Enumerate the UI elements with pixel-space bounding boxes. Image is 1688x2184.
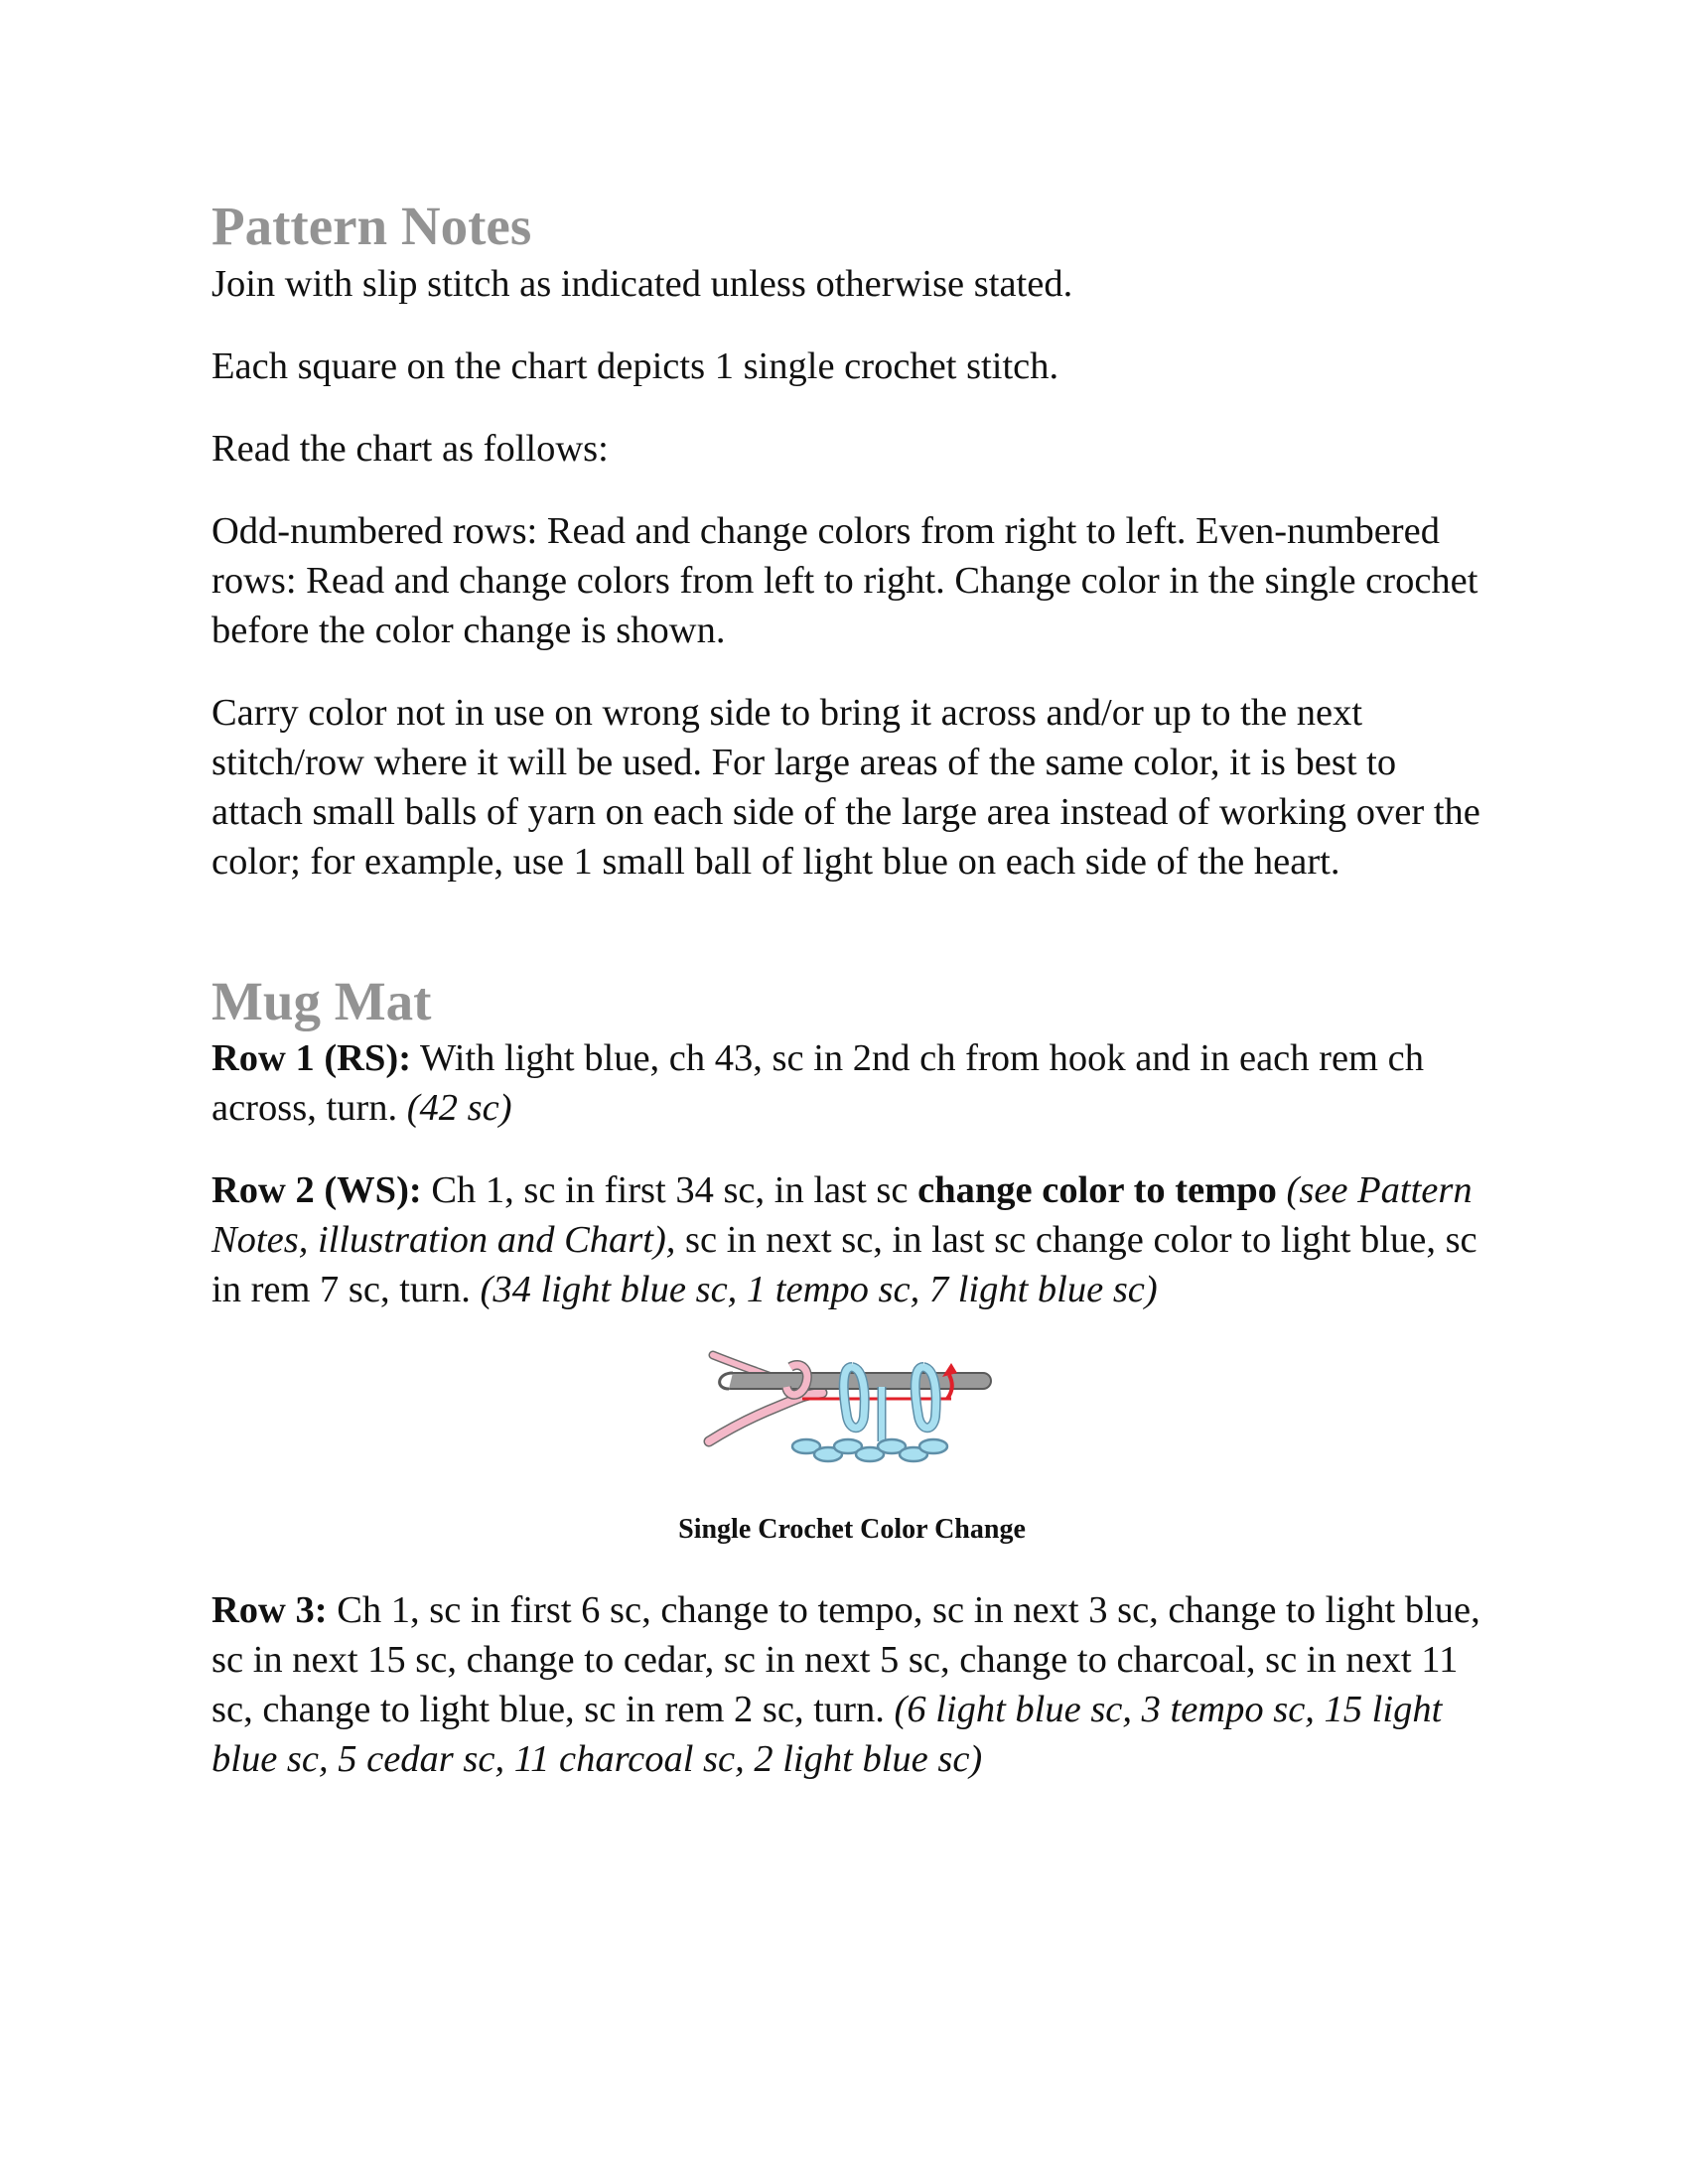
row-1-label: Row 1 (RS): (211, 1037, 412, 1079)
row-1-count: (42 sc) (406, 1087, 512, 1129)
row-3-label: Row 3: (211, 1589, 328, 1631)
row-2-color-change: change color to tempo (917, 1169, 1277, 1211)
row-3-count: (6 light blue sc, 3 tempo sc, 15 light blue sc, 5 cedar sc, 11 charcoal sc, 2 light blue sc) (211, 1689, 1443, 1780)
mug-mat-heading: Mug Mat (211, 970, 432, 1031)
crochet-hook-illustration (703, 1347, 1001, 1476)
row-2-label: Row 2 (WS): (211, 1169, 422, 1211)
row-2-text-a: Ch 1, sc in first 34 sc, in last sc (421, 1169, 918, 1211)
section-spacer (211, 919, 1492, 972)
row-3-text: Ch 1, sc in first 6 sc, change to tempo, sc in next 3 sc, change to light blue, sc in next 15 sc, change to cedar, sc in next 5 sc, change to charcoal, sc in next 11 sc, change to light blue, sc in rem 2 sc, turn. (211, 1589, 1480, 1730)
figure-caption: Single Crochet Color Change (678, 1514, 1026, 1545)
row-2-text-b: sc in next sc, in last sc change color to light blue, sc in rem 7 sc, turn. (211, 1219, 1477, 1310)
pattern-note-join: Join with slip stitch as indicated unless otherwise stated. (211, 262, 1073, 305)
pattern-note-square: Each square on the chart depicts 1 single crochet stitch. (211, 344, 1059, 387)
sc-color-change-illustration (211, 1347, 1492, 1546)
row-1-instruction (211, 1033, 1492, 1133)
row-1-text: With light blue, ch 43, sc in 2nd ch from hook and in each rem ch across, turn. (211, 1037, 1424, 1129)
row-3-instruction (211, 1585, 1492, 1784)
row-2-count: (34 light blue sc, 1 tempo sc, 7 light blue sc) (480, 1269, 1158, 1310)
pattern-note-rows: Odd-numbered rows: Read and change colors from right to left. Even-numbered rows: Read and change colors from left to right. Change color in the single crochet before the color change is shown. (211, 509, 1478, 651)
pattern-note-read-chart: Read the chart as follows: (211, 427, 609, 470)
pattern-notes-heading: Pattern Notes (211, 196, 532, 256)
row-2-instruction (211, 1165, 1492, 1314)
row-2-reference: (see Pattern Notes, illustration and Chart), (211, 1169, 1473, 1261)
pattern-note-carry-color: Carry color not in use on wrong side to bring it across and/or up to the next stitch/row where it will be used. For large areas of the same color, it is best to attach small balls of yarn on each side of the large area instead of working over the color; for example, use 1 small ball of light blue on each side of the heart. (211, 691, 1480, 883)
document-page (211, 197, 1492, 1817)
